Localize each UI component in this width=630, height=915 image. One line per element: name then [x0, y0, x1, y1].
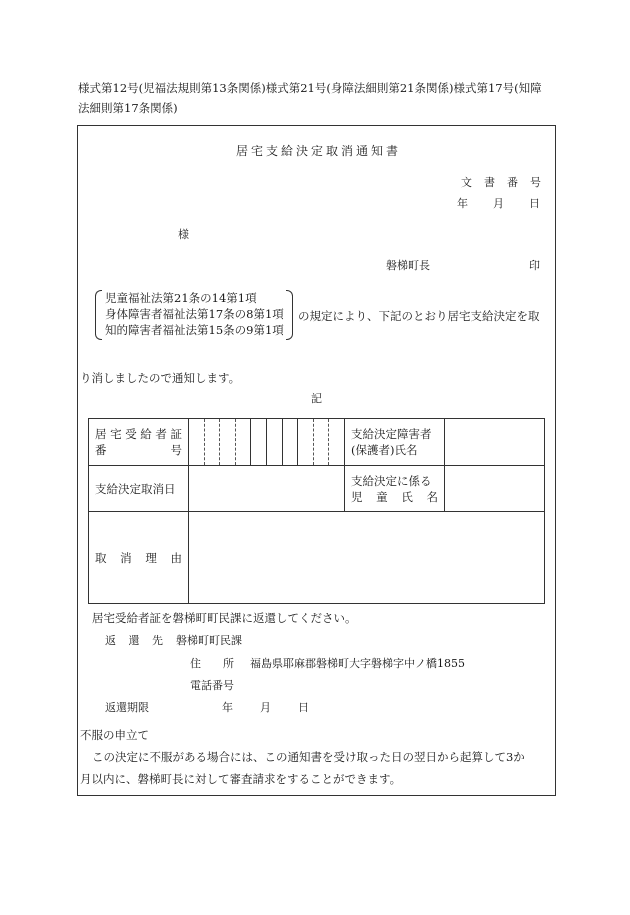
cancellation-date-value [189, 466, 345, 512]
law-references [95, 290, 293, 340]
table-row [89, 466, 545, 512]
appeal-heading: 不服の申立て [80, 728, 149, 742]
deadline-month: 月 [260, 701, 271, 714]
digit-cell [220, 419, 236, 465]
form-reference-line1: 様式第12号(児福法規則第13条関係)様式第21号(身障法細則第21条関係)様式第17号(知障 [78, 81, 542, 95]
appeal-text-line1: この決定に不服がある場合には、この通知書を受け取った日の翌日から起算して3か [92, 750, 525, 764]
digit-cell [205, 419, 221, 465]
right-brace [286, 290, 293, 340]
label-char: 号 [170, 443, 182, 457]
return-note: 居宅受給者証を磐梯町町民課に返還してください。 [92, 611, 357, 625]
label-char: 受 [125, 427, 137, 441]
certificate-number-digits [189, 419, 345, 466]
label-char: 居 [95, 427, 107, 441]
ki-marker: 記 [311, 392, 322, 405]
appeal-text-line2: 月以内に、磐梯町長に対して審査請求をすることができます。 [80, 772, 402, 786]
law-line: 児童福祉法第21条の14第1項 [105, 291, 257, 305]
label-char: 先 [152, 634, 163, 647]
doc-number-char: 書 [484, 176, 495, 189]
digit-cell [298, 419, 314, 465]
label-char: 名 [426, 489, 438, 504]
date-year: 年 [457, 197, 468, 210]
certificate-number-label [89, 419, 189, 466]
return-destination-label [105, 632, 163, 648]
recipient-name-value [445, 419, 545, 466]
digit-cell [283, 419, 299, 465]
form-reference-line2: 法細則第17条関係) [78, 101, 178, 115]
law-line: 身体障害者福祉法第17条の8第1項 [105, 307, 284, 321]
left-brace [95, 290, 102, 340]
return-deadline-label: 返還期限 [105, 701, 149, 714]
label-char: 所 [223, 657, 234, 670]
label-char: 児 [351, 489, 363, 504]
doc-number-char: 番 [507, 176, 518, 189]
address-value: 福島県耶麻郡磐梯町大字磐梯字中ノ橋1855 [250, 657, 465, 670]
label-char: 由 [170, 550, 182, 565]
child-name-label [345, 466, 445, 512]
cancellation-reason-label [89, 512, 189, 604]
body-text-line2: り消しましたので通知します。 [80, 371, 241, 385]
label-line: 支給決定障害者 [351, 427, 432, 441]
digit-cell [189, 419, 205, 465]
document-number-label [461, 174, 541, 190]
label-char: 証 [170, 427, 182, 441]
label-line: 支給決定に係る [351, 473, 432, 488]
label-char: 童 [376, 489, 388, 504]
digit-cell [236, 419, 252, 465]
label-char: 理 [145, 550, 157, 565]
label-char: 還 [128, 634, 140, 647]
label-char: 取 [95, 550, 107, 565]
label-char: 番 [95, 443, 107, 457]
label-char: 氏 [401, 489, 413, 504]
digit-cell [267, 419, 283, 465]
cancellation-date-label: 支給決定取消日 [89, 466, 189, 512]
doc-number-char: 文 [461, 176, 472, 189]
table-row [89, 419, 545, 466]
doc-number-char: 号 [530, 176, 541, 189]
label-char: 消 [120, 550, 132, 565]
recipient-name-label [345, 419, 445, 466]
seal-mark: 印 [529, 259, 540, 272]
return-deadline-date [222, 699, 308, 713]
digit-cell [314, 419, 330, 465]
digit-cell [251, 419, 267, 465]
details-table [88, 418, 545, 604]
label-char: 住 [190, 657, 201, 670]
label-char: 者 [155, 427, 167, 441]
label-char: 宅 [110, 427, 122, 441]
issuer-name: 磐梯町長 [386, 259, 430, 272]
label-char: 返 [105, 634, 116, 647]
date-month: 月 [493, 197, 504, 210]
document-title: 居宅支給決定取消通知書 [236, 144, 402, 158]
label-char: 給 [140, 427, 152, 441]
return-destination-value: 磐梯町町民課 [176, 634, 242, 647]
table-row [89, 512, 545, 604]
label-line: (保護者)氏名 [351, 443, 418, 457]
child-name-value [445, 466, 545, 512]
digit-cell [329, 419, 344, 465]
addressee-suffix: 様 [178, 228, 189, 241]
document-date [457, 195, 541, 209]
cancellation-reason-value [189, 512, 545, 604]
deadline-year: 年 [222, 701, 233, 714]
address-label [190, 655, 234, 671]
deadline-day: 日 [298, 701, 309, 714]
body-text-line1: の規定により、下記のとおり居宅支給決定を取 [298, 309, 540, 323]
law-line: 知的障害者福祉法第15条の9第1項 [105, 323, 284, 337]
phone-label: 電話番号 [190, 679, 234, 692]
date-day: 日 [529, 197, 540, 210]
